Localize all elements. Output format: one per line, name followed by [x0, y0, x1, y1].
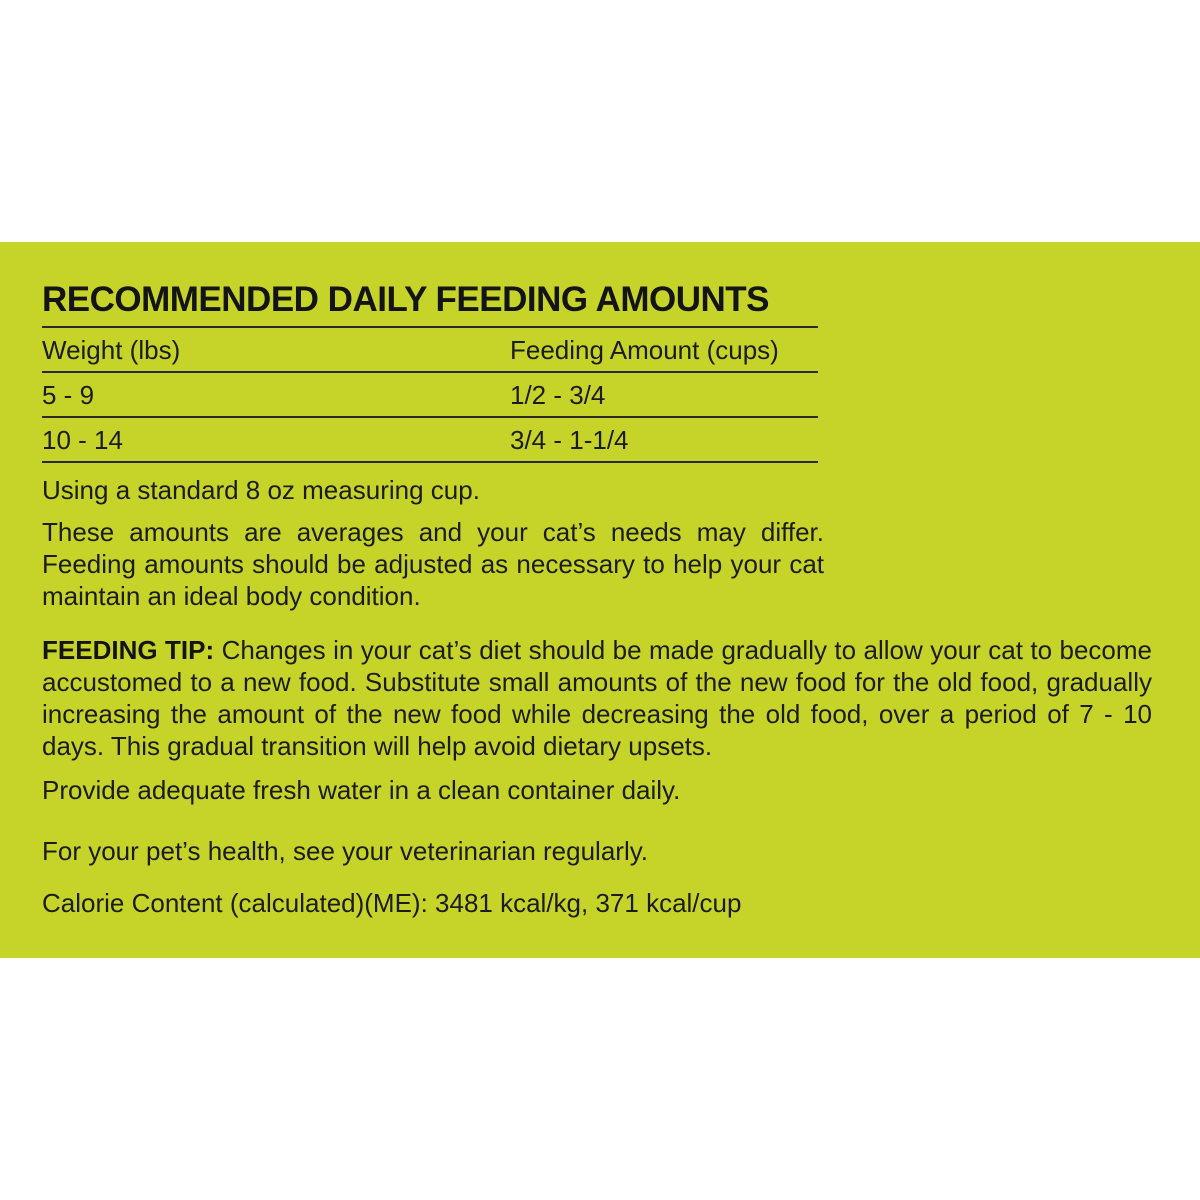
averages-note: These amounts are averages and your cat’s needs may differ. Feeding amounts should be adjusted as necessary to help your cat maintain an ideal body condition. — [42, 517, 824, 611]
feeding-label-panel — [0, 242, 1200, 958]
measuring-note: Using a standard 8 oz measuring cup. — [42, 475, 480, 505]
weight-cell: 10 - 14 — [42, 425, 123, 455]
calorie-note: Calorie Content (calculated)(ME): 3481 kcal/kg, 371 kcal/cup — [42, 888, 742, 918]
feeding-tip-label: FEEDING TIP: — [42, 635, 215, 665]
vet-note: For your pet’s health, see your veterinarian regularly. — [42, 836, 649, 866]
feeding-table — [42, 326, 818, 463]
water-note: Provide adequate fresh water in a clean container daily. — [42, 775, 681, 805]
weight-cell: 5 - 9 — [42, 380, 95, 410]
table-header-row — [42, 326, 818, 371]
feeding-tip-text: Changes in your cat’s diet should be made gradually to allow your cat to become accustomed to a new food. Substitute small amounts of the new food for the old food, gradually increasing the amount of the new food while decreasing the old food, over a period of 7 - 10 days. This gradual transition will help avoid dietary upsets. — [42, 635, 1152, 761]
amount-cell: 3/4 - 1-1/4 — [510, 425, 629, 455]
feeding-title: RECOMMENDED DAILY FEEDING AMOUNTS — [42, 280, 769, 319]
table-row — [42, 371, 818, 416]
header-feeding-amount: Feeding Amount (cups) — [510, 335, 779, 365]
amount-cell: 1/2 - 3/4 — [510, 380, 606, 410]
header-weight: Weight (lbs) — [42, 335, 181, 365]
feeding-tip — [42, 634, 1152, 762]
table-row — [42, 416, 818, 463]
